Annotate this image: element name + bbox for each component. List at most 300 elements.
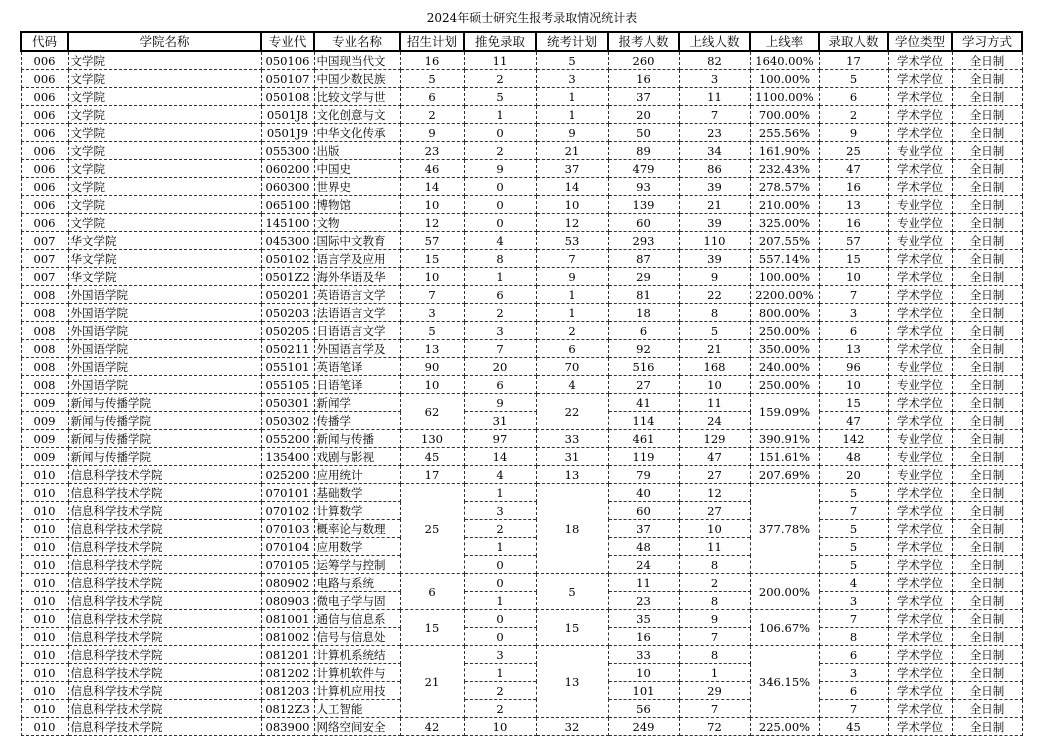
cell-code[interactable]: 006 [21, 51, 68, 70]
cell-study-mode[interactable]: 全日制 [952, 484, 1022, 502]
col-header-plan[interactable]: 招生计划 [400, 32, 464, 51]
cell-qualified[interactable]: 110 [679, 232, 750, 250]
cell-major-code[interactable]: 050107 [261, 70, 314, 88]
cell-admitted[interactable]: 2 [819, 106, 888, 124]
cell-major-name[interactable]: 日语语言文学 [314, 322, 400, 340]
cell-study-mode[interactable]: 全日制 [952, 628, 1022, 646]
cell-exam-plan[interactable]: 6 [536, 340, 608, 358]
cell-qualify-rate[interactable]: 250.00% [750, 322, 819, 340]
cell-admitted[interactable]: 13 [819, 340, 888, 358]
cell-code[interactable]: 010 [21, 592, 68, 610]
cell-degree-type[interactable]: 学术学位 [888, 286, 952, 304]
cell-major-name[interactable]: 微电子学与固 [314, 592, 400, 610]
cell-study-mode[interactable]: 全日制 [952, 232, 1022, 250]
cell-degree-type[interactable]: 学术学位 [888, 412, 952, 430]
cell-college[interactable]: 信息科学技术学院 [68, 538, 261, 556]
cell-code[interactable]: 006 [21, 196, 68, 214]
cell-plan[interactable]: 23 [400, 142, 464, 160]
cell-degree-type[interactable]: 学术学位 [888, 484, 952, 502]
cell-exam-plan[interactable]: 15 [536, 610, 608, 646]
cell-college[interactable]: 外国语学院 [68, 340, 261, 358]
cell-degree-type[interactable]: 学术学位 [888, 70, 952, 88]
cell-plan[interactable]: 5 [400, 70, 464, 88]
cell-college[interactable]: 文学院 [68, 142, 261, 160]
cell-admitted[interactable]: 3 [819, 664, 888, 682]
cell-admitted[interactable]: 48 [819, 448, 888, 466]
cell-applicants[interactable]: 16 [608, 70, 679, 88]
cell-college[interactable]: 文学院 [68, 106, 261, 124]
cell-study-mode[interactable]: 全日制 [952, 51, 1022, 70]
cell-code[interactable]: 010 [21, 610, 68, 628]
cell-college[interactable]: 华文学院 [68, 232, 261, 250]
cell-major-name[interactable]: 戏剧与影视 [314, 448, 400, 466]
cell-qualify-rate[interactable]: 1640.00% [750, 51, 819, 70]
cell-qualify-rate[interactable]: 106.67% [750, 610, 819, 646]
cell-plan[interactable]: 6 [400, 574, 464, 610]
cell-qualified[interactable]: 24 [679, 412, 750, 430]
cell-admitted[interactable]: 7 [819, 610, 888, 628]
cell-exam-plan[interactable]: 53 [536, 232, 608, 250]
cell-applicants[interactable]: 293 [608, 232, 679, 250]
cell-qualify-rate[interactable]: 255.56% [750, 124, 819, 142]
cell-major-name[interactable]: 信号与信息处 [314, 628, 400, 646]
cell-applicants[interactable]: 479 [608, 160, 679, 178]
cell-admitted[interactable]: 6 [819, 88, 888, 106]
cell-admitted[interactable]: 10 [819, 268, 888, 286]
cell-admitted[interactable]: 16 [819, 214, 888, 232]
cell-applicants[interactable]: 48 [608, 538, 679, 556]
cell-code[interactable]: 010 [21, 700, 68, 718]
cell-qualified[interactable]: 39 [679, 214, 750, 232]
cell-applicants[interactable]: 93 [608, 178, 679, 196]
cell-applicants[interactable]: 40 [608, 484, 679, 502]
col-header-exam-plan[interactable]: 统考计划 [536, 32, 608, 51]
cell-code[interactable]: 010 [21, 718, 68, 736]
cell-degree-type[interactable]: 专业学位 [888, 196, 952, 214]
cell-major-name[interactable]: 通信与信息系 [314, 610, 400, 628]
cell-qualified[interactable]: 8 [679, 646, 750, 664]
cell-qualified[interactable]: 8 [679, 556, 750, 574]
cell-major-code[interactable]: 050203 [261, 304, 314, 322]
cell-applicants[interactable]: 119 [608, 448, 679, 466]
cell-college[interactable]: 信息科学技术学院 [68, 502, 261, 520]
cell-plan[interactable]: 10 [400, 376, 464, 394]
cell-applicants[interactable]: 81 [608, 286, 679, 304]
cell-major-name[interactable]: 文化创意与文 [314, 106, 400, 124]
cell-major-name[interactable]: 中国少数民族 [314, 70, 400, 88]
cell-code[interactable]: 010 [21, 466, 68, 484]
cell-code[interactable]: 010 [21, 574, 68, 592]
cell-college[interactable]: 信息科学技术学院 [68, 664, 261, 682]
cell-applicants[interactable]: 260 [608, 51, 679, 70]
cell-degree-type[interactable]: 学术学位 [888, 502, 952, 520]
cell-major-name[interactable]: 电路与系统 [314, 574, 400, 592]
cell-plan[interactable]: 16 [400, 51, 464, 70]
cell-admitted[interactable]: 5 [819, 520, 888, 538]
cell-college[interactable]: 外国语学院 [68, 376, 261, 394]
cell-exam-plan[interactable]: 4 [536, 376, 608, 394]
cell-admitted[interactable]: 20 [819, 466, 888, 484]
cell-major-name[interactable]: 出版 [314, 142, 400, 160]
cell-major-name[interactable]: 基础数学 [314, 484, 400, 502]
cell-degree-type[interactable]: 学术学位 [888, 556, 952, 574]
cell-plan[interactable]: 10 [400, 268, 464, 286]
cell-recommended[interactable]: 2 [464, 142, 536, 160]
cell-applicants[interactable]: 249 [608, 718, 679, 736]
cell-study-mode[interactable]: 全日制 [952, 610, 1022, 628]
cell-degree-type[interactable]: 学术学位 [888, 700, 952, 718]
cell-applicants[interactable]: 92 [608, 340, 679, 358]
cell-plan[interactable]: 130 [400, 430, 464, 448]
cell-study-mode[interactable]: 全日制 [952, 70, 1022, 88]
cell-major-name[interactable]: 计算数学 [314, 502, 400, 520]
cell-major-code[interactable]: 050102 [261, 250, 314, 268]
cell-qualified[interactable]: 11 [679, 394, 750, 412]
cell-qualified[interactable]: 7 [679, 106, 750, 124]
cell-major-code[interactable]: 050201 [261, 286, 314, 304]
cell-major-code[interactable]: 083900 [261, 718, 314, 736]
cell-major-code[interactable]: 070104 [261, 538, 314, 556]
cell-degree-type[interactable]: 学术学位 [888, 520, 952, 538]
cell-qualified[interactable]: 39 [679, 178, 750, 196]
cell-applicants[interactable]: 60 [608, 502, 679, 520]
cell-applicants[interactable]: 89 [608, 142, 679, 160]
cell-applicants[interactable]: 461 [608, 430, 679, 448]
cell-admitted[interactable]: 10 [819, 376, 888, 394]
cell-exam-plan[interactable]: 37 [536, 160, 608, 178]
cell-study-mode[interactable]: 全日制 [952, 664, 1022, 682]
cell-admitted[interactable]: 7 [819, 502, 888, 520]
cell-code[interactable]: 006 [21, 214, 68, 232]
cell-qualified[interactable]: 2 [679, 574, 750, 592]
cell-major-code[interactable]: 045300 [261, 232, 314, 250]
cell-study-mode[interactable]: 全日制 [952, 250, 1022, 268]
cell-exam-plan[interactable]: 13 [536, 466, 608, 484]
cell-college[interactable]: 信息科学技术学院 [68, 628, 261, 646]
cell-recommended[interactable]: 1 [464, 592, 536, 610]
cell-plan[interactable]: 2 [400, 106, 464, 124]
cell-code[interactable]: 010 [21, 664, 68, 682]
cell-admitted[interactable]: 45 [819, 718, 888, 736]
cell-qualify-rate[interactable]: 240.00% [750, 358, 819, 376]
cell-applicants[interactable]: 24 [608, 556, 679, 574]
cell-degree-type[interactable]: 学术学位 [888, 610, 952, 628]
cell-qualify-rate[interactable]: 2200.00% [750, 286, 819, 304]
cell-degree-type[interactable]: 学术学位 [888, 160, 952, 178]
cell-study-mode[interactable]: 全日制 [952, 502, 1022, 520]
cell-qualified[interactable]: 3 [679, 70, 750, 88]
cell-recommended[interactable]: 3 [464, 322, 536, 340]
cell-recommended[interactable]: 0 [464, 628, 536, 646]
cell-major-name[interactable]: 中国史 [314, 160, 400, 178]
cell-admitted[interactable]: 25 [819, 142, 888, 160]
cell-exam-plan[interactable]: 31 [536, 448, 608, 466]
cell-admitted[interactable]: 5 [819, 538, 888, 556]
cell-exam-plan[interactable]: 1 [536, 88, 608, 106]
cell-major-code[interactable]: 081001 [261, 610, 314, 628]
cell-exam-plan[interactable]: 5 [536, 574, 608, 610]
cell-major-name[interactable]: 外国语言学及 [314, 340, 400, 358]
cell-plan[interactable]: 7 [400, 286, 464, 304]
cell-applicants[interactable]: 87 [608, 250, 679, 268]
cell-study-mode[interactable]: 全日制 [952, 358, 1022, 376]
cell-study-mode[interactable]: 全日制 [952, 574, 1022, 592]
cell-major-code[interactable]: 081202 [261, 664, 314, 682]
cell-code[interactable]: 006 [21, 70, 68, 88]
cell-qualified[interactable]: 23 [679, 124, 750, 142]
cell-qualified[interactable]: 9 [679, 610, 750, 628]
cell-study-mode[interactable]: 全日制 [952, 142, 1022, 160]
cell-exam-plan[interactable]: 70 [536, 358, 608, 376]
cell-major-name[interactable]: 文物 [314, 214, 400, 232]
cell-recommended[interactable]: 1 [464, 664, 536, 682]
cell-degree-type[interactable]: 学术学位 [888, 664, 952, 682]
cell-admitted[interactable]: 7 [819, 700, 888, 718]
cell-major-code[interactable]: 055300 [261, 142, 314, 160]
cell-major-name[interactable]: 人工智能 [314, 700, 400, 718]
cell-study-mode[interactable]: 全日制 [952, 160, 1022, 178]
cell-applicants[interactable]: 60 [608, 214, 679, 232]
cell-code[interactable]: 010 [21, 502, 68, 520]
cell-code[interactable]: 006 [21, 178, 68, 196]
cell-study-mode[interactable]: 全日制 [952, 106, 1022, 124]
cell-admitted[interactable]: 15 [819, 250, 888, 268]
cell-major-name[interactable]: 比较文学与世 [314, 88, 400, 106]
cell-major-name[interactable]: 应用数学 [314, 538, 400, 556]
cell-major-name[interactable]: 日语笔译 [314, 376, 400, 394]
col-header-qualify-rate[interactable]: 上线率 [750, 32, 819, 51]
cell-qualify-rate[interactable]: 390.91% [750, 430, 819, 448]
cell-major-code[interactable]: 0501J8 [261, 106, 314, 124]
cell-plan[interactable]: 21 [400, 646, 464, 718]
cell-code[interactable]: 008 [21, 358, 68, 376]
cell-study-mode[interactable]: 全日制 [952, 520, 1022, 538]
cell-admitted[interactable]: 142 [819, 430, 888, 448]
cell-exam-plan[interactable]: 1 [536, 304, 608, 322]
cell-college[interactable]: 文学院 [68, 51, 261, 70]
cell-qualify-rate[interactable]: 1100.00% [750, 88, 819, 106]
cell-college[interactable]: 信息科学技术学院 [68, 574, 261, 592]
cell-applicants[interactable]: 516 [608, 358, 679, 376]
cell-recommended[interactable]: 6 [464, 376, 536, 394]
cell-applicants[interactable]: 79 [608, 466, 679, 484]
cell-plan[interactable]: 12 [400, 214, 464, 232]
cell-admitted[interactable]: 3 [819, 304, 888, 322]
cell-admitted[interactable]: 57 [819, 232, 888, 250]
cell-study-mode[interactable]: 全日制 [952, 646, 1022, 664]
cell-applicants[interactable]: 35 [608, 610, 679, 628]
cell-plan[interactable]: 6 [400, 88, 464, 106]
cell-qualify-rate[interactable]: 557.14% [750, 250, 819, 268]
cell-qualified[interactable]: 34 [679, 142, 750, 160]
cell-recommended[interactable]: 4 [464, 466, 536, 484]
cell-code[interactable]: 008 [21, 304, 68, 322]
cell-study-mode[interactable]: 全日制 [952, 304, 1022, 322]
cell-qualified[interactable]: 27 [679, 502, 750, 520]
col-header-degree-type[interactable]: 学位类型 [888, 32, 952, 51]
cell-study-mode[interactable]: 全日制 [952, 178, 1022, 196]
cell-qualified[interactable]: 82 [679, 51, 750, 70]
cell-applicants[interactable]: 23 [608, 592, 679, 610]
cell-qualified[interactable]: 10 [679, 376, 750, 394]
cell-degree-type[interactable]: 学术学位 [888, 574, 952, 592]
cell-code[interactable]: 010 [21, 682, 68, 700]
cell-major-code[interactable]: 0501J9 [261, 124, 314, 142]
cell-code[interactable]: 006 [21, 160, 68, 178]
cell-qualified[interactable]: 21 [679, 340, 750, 358]
cell-applicants[interactable]: 16 [608, 628, 679, 646]
cell-college[interactable]: 外国语学院 [68, 286, 261, 304]
cell-exam-plan[interactable]: 7 [536, 250, 608, 268]
cell-degree-type[interactable]: 专业学位 [888, 448, 952, 466]
cell-recommended[interactable]: 97 [464, 430, 536, 448]
cell-degree-type[interactable]: 专业学位 [888, 232, 952, 250]
cell-degree-type[interactable]: 学术学位 [888, 124, 952, 142]
cell-exam-plan[interactable]: 9 [536, 124, 608, 142]
cell-plan[interactable]: 57 [400, 232, 464, 250]
cell-plan[interactable]: 9 [400, 124, 464, 142]
cell-exam-plan[interactable]: 3 [536, 70, 608, 88]
cell-degree-type[interactable]: 学术学位 [888, 250, 952, 268]
cell-major-name[interactable]: 应用统计 [314, 466, 400, 484]
cell-applicants[interactable]: 6 [608, 322, 679, 340]
cell-qualified[interactable]: 9 [679, 268, 750, 286]
cell-college[interactable]: 信息科学技术学院 [68, 700, 261, 718]
cell-recommended[interactable]: 3 [464, 502, 536, 520]
cell-college[interactable]: 信息科学技术学院 [68, 592, 261, 610]
cell-exam-plan[interactable]: 18 [536, 484, 608, 574]
cell-major-code[interactable]: 070105 [261, 556, 314, 574]
cell-recommended[interactable]: 31 [464, 412, 536, 430]
cell-plan[interactable]: 62 [400, 394, 464, 430]
cell-degree-type[interactable]: 学术学位 [888, 682, 952, 700]
cell-applicants[interactable]: 27 [608, 376, 679, 394]
cell-recommended[interactable]: 2 [464, 682, 536, 700]
cell-degree-type[interactable]: 学术学位 [888, 88, 952, 106]
cell-qualified[interactable]: 22 [679, 286, 750, 304]
cell-qualified[interactable]: 21 [679, 196, 750, 214]
cell-plan[interactable]: 90 [400, 358, 464, 376]
cell-code[interactable]: 008 [21, 340, 68, 358]
cell-college[interactable]: 华文学院 [68, 268, 261, 286]
cell-major-code[interactable]: 0812Z3 [261, 700, 314, 718]
cell-exam-plan[interactable]: 5 [536, 51, 608, 70]
cell-major-code[interactable]: 0501Z2 [261, 268, 314, 286]
cell-admitted[interactable]: 5 [819, 70, 888, 88]
cell-major-name[interactable]: 世界史 [314, 178, 400, 196]
cell-plan[interactable]: 15 [400, 250, 464, 268]
cell-recommended[interactable]: 7 [464, 340, 536, 358]
cell-major-code[interactable]: 055200 [261, 430, 314, 448]
cell-plan[interactable]: 15 [400, 610, 464, 646]
cell-degree-type[interactable]: 专业学位 [888, 430, 952, 448]
cell-study-mode[interactable]: 全日制 [952, 556, 1022, 574]
cell-major-name[interactable]: 法语语言文学 [314, 304, 400, 322]
cell-code[interactable]: 008 [21, 376, 68, 394]
cell-applicants[interactable]: 33 [608, 646, 679, 664]
cell-major-code[interactable]: 060300 [261, 178, 314, 196]
cell-code[interactable]: 006 [21, 106, 68, 124]
cell-major-code[interactable]: 050211 [261, 340, 314, 358]
cell-study-mode[interactable]: 全日制 [952, 430, 1022, 448]
cell-exam-plan[interactable]: 12 [536, 214, 608, 232]
cell-qualify-rate[interactable]: 700.00% [750, 106, 819, 124]
cell-code[interactable]: 006 [21, 124, 68, 142]
cell-degree-type[interactable]: 学术学位 [888, 628, 952, 646]
cell-major-code[interactable]: 050205 [261, 322, 314, 340]
cell-major-name[interactable]: 海外华语及华 [314, 268, 400, 286]
cell-admitted[interactable]: 7 [819, 286, 888, 304]
col-header-recommended[interactable]: 推免录取 [464, 32, 536, 51]
cell-college[interactable]: 华文学院 [68, 250, 261, 268]
cell-plan[interactable]: 10 [400, 196, 464, 214]
col-header-admitted[interactable]: 录取人数 [819, 32, 888, 51]
cell-applicants[interactable]: 11 [608, 574, 679, 592]
cell-applicants[interactable]: 56 [608, 700, 679, 718]
cell-degree-type[interactable]: 学术学位 [888, 592, 952, 610]
cell-study-mode[interactable]: 全日制 [952, 718, 1022, 736]
cell-admitted[interactable]: 96 [819, 358, 888, 376]
cell-degree-type[interactable]: 专业学位 [888, 466, 952, 484]
cell-qualify-rate[interactable]: 100.00% [750, 70, 819, 88]
cell-major-code[interactable]: 080902 [261, 574, 314, 592]
cell-college[interactable]: 文学院 [68, 88, 261, 106]
cell-major-name[interactable]: 中华文化传承 [314, 124, 400, 142]
cell-college[interactable]: 新闻与传播学院 [68, 394, 261, 412]
cell-recommended[interactable]: 1 [464, 106, 536, 124]
cell-study-mode[interactable]: 全日制 [952, 592, 1022, 610]
cell-college[interactable]: 信息科学技术学院 [68, 520, 261, 538]
cell-degree-type[interactable]: 学术学位 [888, 646, 952, 664]
cell-recommended[interactable]: 0 [464, 610, 536, 628]
cell-exam-plan[interactable]: 1 [536, 106, 608, 124]
cell-study-mode[interactable]: 全日制 [952, 268, 1022, 286]
cell-major-name[interactable]: 中国现当代文 [314, 51, 400, 70]
cell-qualify-rate[interactable]: 346.15% [750, 646, 819, 718]
cell-applicants[interactable]: 10 [608, 664, 679, 682]
cell-qualified[interactable]: 47 [679, 448, 750, 466]
cell-degree-type[interactable]: 学术学位 [888, 106, 952, 124]
cell-qualify-rate[interactable]: 100.00% [750, 268, 819, 286]
cell-degree-type[interactable]: 学术学位 [888, 268, 952, 286]
cell-code[interactable]: 010 [21, 556, 68, 574]
cell-recommended[interactable]: 0 [464, 124, 536, 142]
cell-applicants[interactable]: 114 [608, 412, 679, 430]
cell-applicants[interactable]: 37 [608, 520, 679, 538]
cell-code[interactable]: 009 [21, 412, 68, 430]
cell-college[interactable]: 信息科学技术学院 [68, 484, 261, 502]
cell-major-code[interactable]: 070101 [261, 484, 314, 502]
cell-qualify-rate[interactable]: 207.55% [750, 232, 819, 250]
cell-major-code[interactable]: 050106 [261, 51, 314, 70]
cell-qualified[interactable]: 12 [679, 484, 750, 502]
cell-qualify-rate[interactable]: 800.00% [750, 304, 819, 322]
cell-code[interactable]: 009 [21, 394, 68, 412]
cell-degree-type[interactable]: 专业学位 [888, 358, 952, 376]
cell-college[interactable]: 信息科学技术学院 [68, 646, 261, 664]
cell-major-name[interactable]: 传播学 [314, 412, 400, 430]
cell-study-mode[interactable]: 全日制 [952, 700, 1022, 718]
cell-recommended[interactable]: 5 [464, 88, 536, 106]
cell-code[interactable]: 010 [21, 538, 68, 556]
cell-plan[interactable]: 25 [400, 484, 464, 574]
cell-degree-type[interactable]: 学术学位 [888, 178, 952, 196]
cell-college[interactable]: 信息科学技术学院 [68, 718, 261, 736]
cell-exam-plan[interactable]: 10 [536, 196, 608, 214]
cell-admitted[interactable]: 9 [819, 124, 888, 142]
cell-qualified[interactable]: 29 [679, 682, 750, 700]
cell-recommended[interactable]: 4 [464, 232, 536, 250]
